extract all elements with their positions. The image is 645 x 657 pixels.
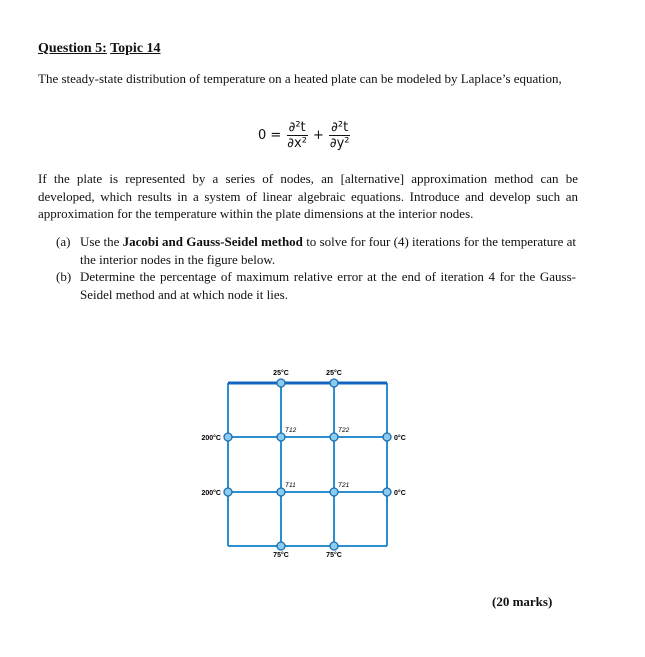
question-label: Question 5: xyxy=(38,41,107,56)
equation-plus: + xyxy=(312,128,324,143)
label-node-t21 xyxy=(338,482,350,489)
question-topic: Topic 14 xyxy=(110,41,161,56)
term-y-numerator: ∂²t xyxy=(331,120,349,135)
heated-plate-figure xyxy=(190,360,430,560)
node-right-top xyxy=(383,433,391,441)
part-b xyxy=(56,268,576,303)
label-t11-text: T11 xyxy=(285,482,296,489)
term-y-denominator: ∂y² xyxy=(329,136,350,151)
label-node-t22 xyxy=(338,427,350,434)
term-x-denominator: ∂x² xyxy=(287,136,307,151)
node-t22 xyxy=(330,433,338,441)
label-top-right: 25°C xyxy=(326,370,342,377)
node-t11 xyxy=(277,488,285,496)
node-t21 xyxy=(330,488,338,496)
label-node-t11 xyxy=(285,482,296,489)
plate-paragraph: If the plate is represented by a series of nodes, an [alternative] approximation method can be developed, which results in a system of linear algebraic equations. Introduce and develop such an approximation for the temperature within the plate dimensions at the interior nodes. xyxy=(38,171,578,221)
label-node-t12 xyxy=(285,427,297,434)
node-left-top xyxy=(224,433,232,441)
label-right-bottom: 0°C xyxy=(394,490,406,497)
part-a xyxy=(56,233,576,268)
label-left-bottom: 200°C xyxy=(201,490,221,497)
label-right-top: 0°C xyxy=(394,435,406,442)
node-top-left xyxy=(277,379,285,387)
part-a-label: (a) xyxy=(56,234,71,249)
label-bottom-left: 75°C xyxy=(273,552,289,559)
laplace-equation xyxy=(258,120,352,151)
label-top-left: 25°C xyxy=(273,370,289,377)
part-a-post: to solve for four (4) iterations for the temperature at the interior nodes in the figure below. xyxy=(80,234,576,267)
node-right-bottom xyxy=(383,488,391,496)
part-a-pre: Use the xyxy=(80,234,123,249)
label-left-top: 200°C xyxy=(201,435,221,442)
node-bottom-left xyxy=(277,542,285,550)
term-x-numerator: ∂²t xyxy=(288,120,306,135)
label-bottom-right: 75°C xyxy=(326,552,342,559)
node-bottom-right xyxy=(330,542,338,550)
label-t21-text: T21 xyxy=(338,482,350,489)
equation-term-y xyxy=(328,120,352,151)
node-left-bottom xyxy=(224,488,232,496)
part-b-label: (b) xyxy=(56,269,72,284)
node-top-right xyxy=(330,379,338,387)
part-b-text: Determine the percentage of maximum relative error at the end of iteration 4 for the Gauss-Seidel method and at which node it lies. xyxy=(80,269,576,302)
equation-term-x xyxy=(285,120,309,151)
node-t12 xyxy=(277,433,285,441)
label-t12-text: T12 xyxy=(285,427,297,434)
label-t22-text: T22 xyxy=(338,427,350,434)
plate-nodes xyxy=(224,379,391,550)
plate-grid xyxy=(228,383,387,546)
marks-label: (20 marks) xyxy=(492,594,553,609)
question-heading xyxy=(38,41,161,57)
part-a-text xyxy=(80,233,576,268)
part-a-method: Jacobi and Gauss-Seidel method xyxy=(122,234,303,249)
question-parts xyxy=(56,233,576,303)
intro-paragraph: The steady-state distribution of temperature on a heated plate can be modeled by Laplace’s equation, xyxy=(38,71,562,86)
equation-lhs: 0 = xyxy=(258,128,282,143)
